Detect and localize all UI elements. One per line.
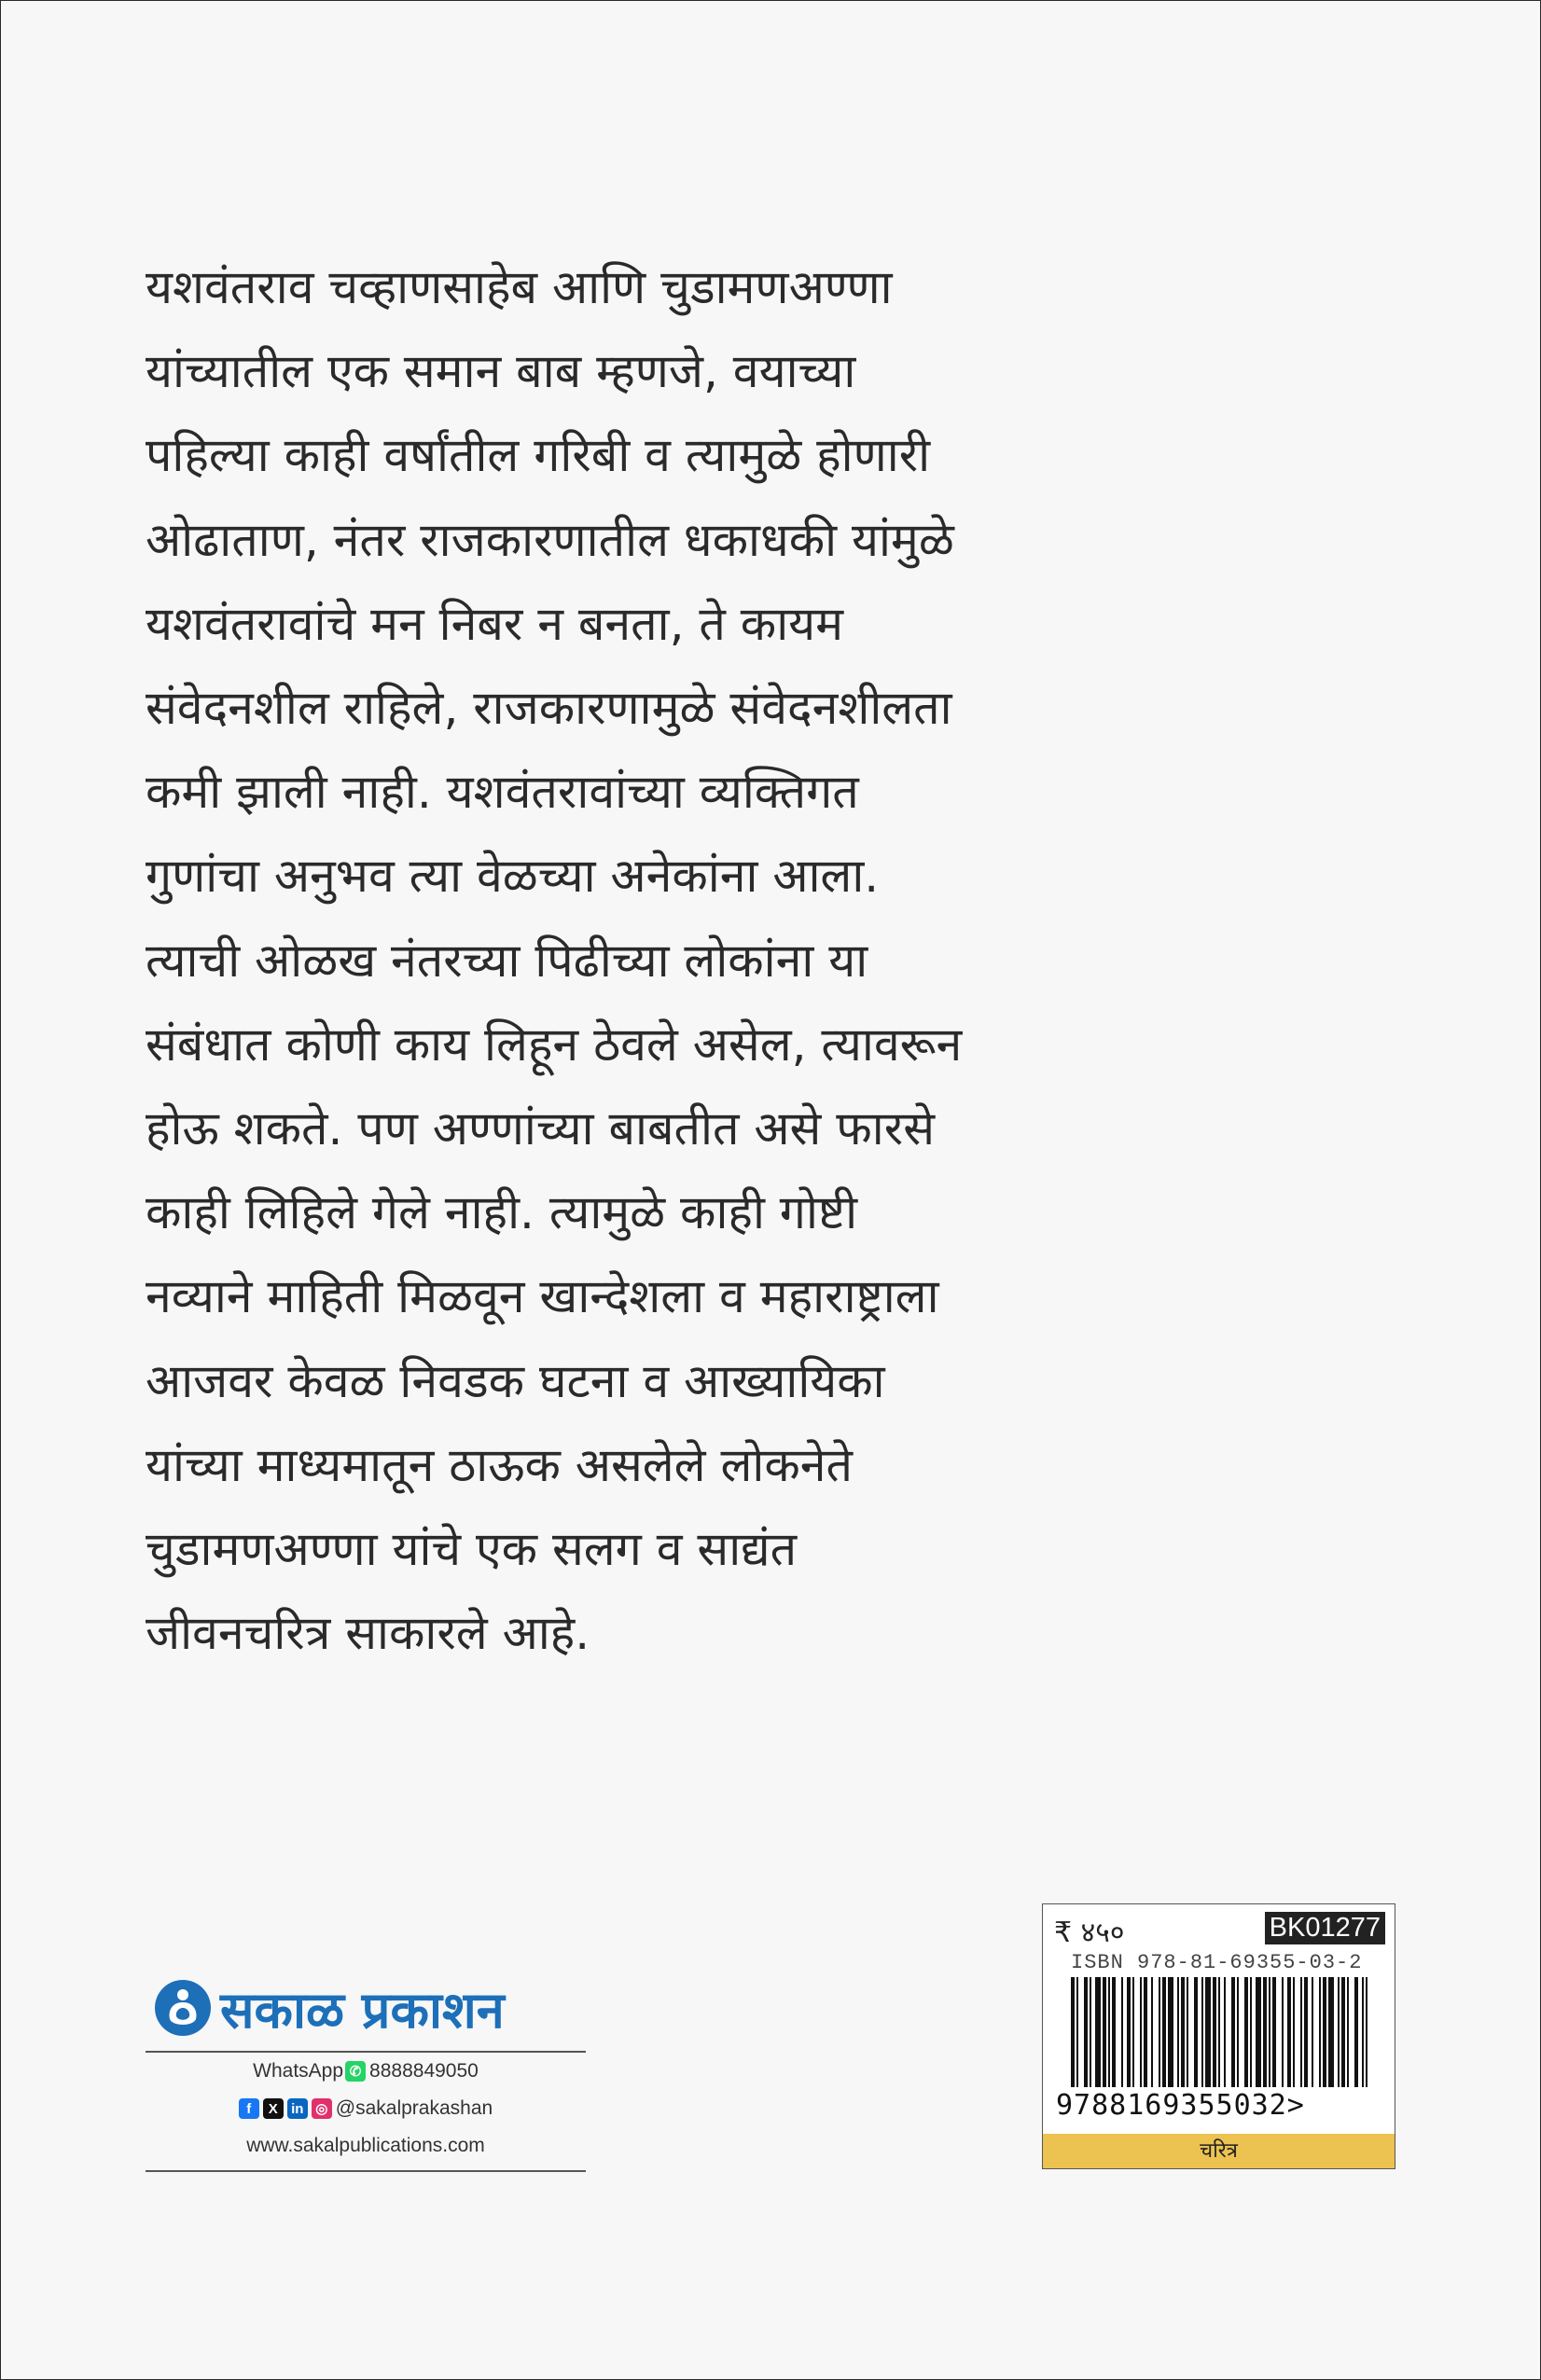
blurb-line: ओढाताण, नंतर राजकारणातील धकाधकी यांमुळे [146, 512, 954, 567]
publisher-contacts [146, 2053, 586, 2165]
barcode-box [1042, 1903, 1395, 2169]
blurb-text [146, 245, 1078, 1675]
blurb-line: त्याची ओळख नंतरच्या पिढीच्या लोकांना या [146, 933, 868, 988]
ean-digits: 9788169355032> [1056, 2089, 1305, 2122]
blurb-line: नव्याने माहिती मिळवून खान्देशला व महाराष्ट्राला [146, 1269, 939, 1324]
social-handle: @sakalprakashan [335, 2097, 493, 2119]
whatsapp-number: 8888849050 [369, 2060, 479, 2082]
blurb-line: पहिल्या काही वर्षांतील गरिबी व त्यामुळे होणारी [146, 428, 931, 483]
whatsapp-icon: ✆ [345, 2061, 366, 2082]
facebook-icon[interactable]: f [239, 2098, 259, 2119]
instagram-icon[interactable]: ◎ [312, 2098, 332, 2119]
publisher-brand [146, 1971, 586, 2045]
blurb-line: यशवंतराव चव्हाणसाहेब आणि चुडामणअण्णा [146, 260, 893, 314]
blurb-line: गुणांचा अनुभव त्या वेळच्या अनेकांना आला. [146, 849, 880, 904]
blurb-line: यांच्या माध्यमातून ठाऊक असलेले लोकनेते [146, 1437, 853, 1492]
linkedin-icon[interactable]: in [287, 2098, 308, 2119]
x-icon[interactable]: X [263, 2098, 284, 2119]
blurb-line: जीवनचरित्र साकारले आहे. [146, 1606, 590, 1661]
isbn-text: ISBN 978-81-69355-03-2 [1071, 1951, 1363, 1974]
social-row [146, 2090, 586, 2127]
blurb-line: काही लिहिले गेले नाही. त्यामुळे काही गोष्टी [146, 1185, 858, 1240]
blurb-line: संवेदनशील राहिले, राजकारणामुळे संवेदनशीलता [146, 681, 952, 736]
sakal-logo-icon [155, 1980, 211, 2036]
website-link[interactable]: www.sakalpublications.com [246, 2135, 485, 2156]
whatsapp-label: WhatsApp [253, 2060, 344, 2082]
price: ₹ ४५० [1054, 1916, 1125, 1949]
blurb-line: कमी झाली नाही. यशवंतरावांच्या व्यक्तिगत [146, 765, 859, 820]
category-label: चरित्र [1043, 2134, 1395, 2168]
publisher-block [146, 1971, 586, 2172]
whatsapp-row[interactable] [146, 2053, 586, 2090]
blurb-line: यशवंतरावांचे मन निबर न बनता, ते कायम [146, 596, 844, 651]
blurb-line: आजवर केवळ निवडक घटना व आख्यायिका [146, 1353, 885, 1408]
divider [146, 2170, 586, 2172]
blurb-line: चुडामणअण्णा यांचे एक सलग व साद्यंत [146, 1522, 798, 1577]
barcode-bars-icon [1071, 1977, 1367, 2087]
blurb-line: संबंधात कोणी काय लिहून ठेवले असेल, त्यावरून [146, 1017, 963, 1072]
publisher-name: सकाळ प्रकाशन [220, 1981, 505, 2040]
blurb-line: यांच्यातील एक समान बाब म्हणजे, वयाच्या [146, 344, 856, 399]
book-code: BK01277 [1265, 1912, 1385, 1944]
blurb-line: होऊ शकते. पण अण्णांच्या बाबतीत असे फारसे [146, 1101, 936, 1156]
